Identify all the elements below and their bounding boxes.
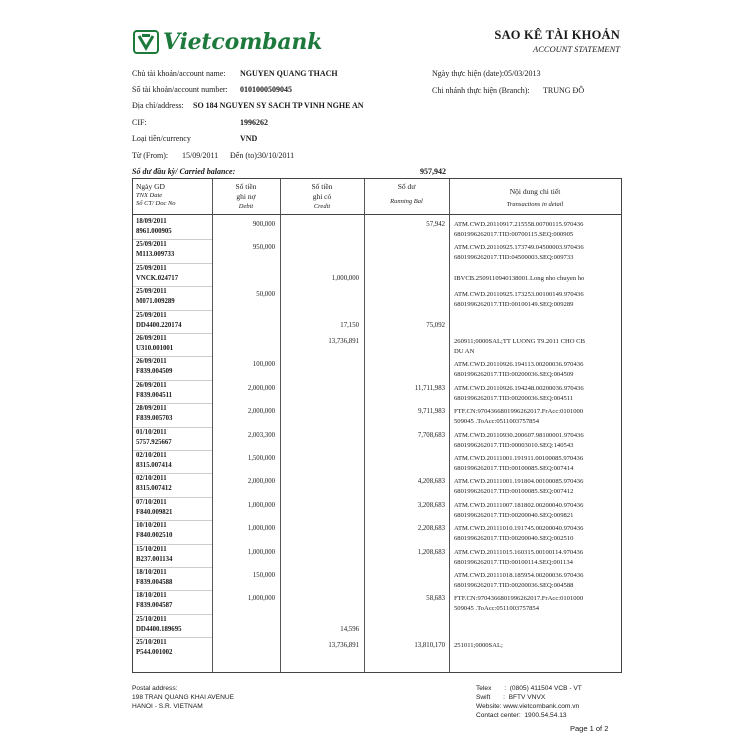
row-debit: 2,000,000	[247, 384, 275, 392]
row-date: 25/09/2011	[136, 264, 167, 272]
row-doc: U310.001001	[136, 345, 174, 352]
row-detail-1: ATM.CWD.20111007.181802.00200040.970436	[454, 501, 584, 509]
row-doc: 8961.000905	[136, 228, 172, 235]
row-detail-1: ATM.CWD.20111010.191745.00200040.970436	[454, 525, 584, 533]
row-doc: M071.009289	[136, 298, 175, 306]
row-detail-2: 509045 .ToAcc:0511003757854	[454, 418, 540, 426]
vietcombank-emblem-icon	[133, 30, 159, 54]
row-debit: 1,000,000	[247, 548, 275, 556]
row-balance: 9,711,983	[418, 408, 445, 416]
row-detail-1: ATM.CWD.20110925.173749.04500003.970436	[454, 244, 584, 252]
row-doc: F839.004509	[136, 368, 173, 376]
contact-center: Contact center: 1900.54.54.13	[476, 712, 567, 719]
row-detail-2: 6801996262017.TID:00200040.SEQ:002510	[454, 535, 574, 543]
date-value: 05/03/2013	[504, 69, 541, 78]
branch-value: TRUNG ĐÔ	[543, 86, 585, 95]
row-date: 28/09/2011	[136, 405, 167, 413]
row-debit: 1,000,000	[247, 525, 275, 533]
website-link[interactable]: Website: www.vietcombank.com.vn	[476, 703, 580, 710]
row-balance: 75,092	[426, 321, 445, 329]
row-date: 25/10/2011	[136, 615, 167, 623]
row-doc: F839.005703	[136, 415, 173, 423]
row-balance: 13,810,170	[414, 642, 445, 650]
row-date: 26/09/2011	[136, 335, 167, 342]
row-doc: F839.004587	[136, 602, 173, 610]
row-doc: DD4400.189695	[136, 625, 182, 633]
row-doc: 8315.007412	[136, 485, 172, 493]
row-doc: DD4400.220174	[136, 321, 182, 329]
row-date: 25/09/2011	[136, 311, 167, 319]
row-detail-1: ATM.CWD.20111018.185954.00200036.970436	[454, 572, 584, 579]
row-date: 07/10/2011	[136, 498, 167, 506]
row-doc: F839.004511	[136, 391, 173, 399]
row-detail-2: 6801996262017.TID:00100114.SEQ:001134	[454, 558, 573, 566]
row-date: 25/09/2011	[136, 288, 167, 296]
row-detail-1: 251011;0000SAL;	[454, 642, 503, 650]
row-balance: 11,711,983	[414, 384, 445, 392]
row-date: 15/10/2011	[136, 545, 167, 553]
row-detail-1: ATM.CWD.20110930.200607.98100001.970436	[454, 431, 584, 439]
row-detail-2: 6801996262017.TID:00100085.SEQ:007414	[454, 465, 574, 472]
currency-value: VND	[240, 134, 258, 143]
from-label: Từ (From):	[132, 151, 169, 160]
cif-label: CIF:	[132, 118, 147, 127]
from-value: 15/09/2011	[182, 151, 219, 160]
to-label: Đến (to):	[230, 151, 260, 160]
row-detail-1: ATM.CWD.20111001.191804.00100085.970436	[454, 478, 584, 486]
row-doc: B237.001134	[136, 555, 173, 563]
row-detail-1: 260911;0000SAL;TT LUONG T9.2011 CHO CB	[454, 338, 585, 345]
row-detail-1: ATM.CWD.20111015.160315.00100114.970436	[454, 548, 584, 556]
row-date: 25/10/2011	[136, 639, 167, 647]
row-credit: 13,736,891	[328, 642, 359, 650]
page-subtitle: ACCOUNT STATEMENT	[533, 44, 620, 54]
row-credit: 17,150	[340, 321, 359, 329]
row-date: 18/10/2011	[136, 592, 167, 600]
row-credit: 13,736,891	[328, 338, 359, 345]
vietcombank-logo	[133, 29, 322, 55]
to-value: 30/10/2011	[258, 151, 295, 160]
telex: Telex : (0805) 411504 VCB - VT	[476, 685, 582, 692]
swift: Swift : BFTV VNVX	[476, 694, 546, 701]
row-date: 02/10/2011	[136, 475, 167, 483]
row-doc: 8315.007414	[136, 462, 172, 469]
statement-title-block	[420, 28, 620, 54]
row-detail-2: 6801996262017.TID:00200036.SEQ:004588	[454, 582, 574, 589]
owner-value: NGUYEN QUANG THACH	[240, 69, 338, 78]
row-detail-1: ATM.CWD.20111001.191911.00100085.970436	[454, 455, 584, 462]
row-debit: 1,000,000	[247, 501, 275, 509]
header-debit: Số tiền ghi nợ Debit	[235, 182, 257, 210]
row-detail-1: ATM.CWD.20110925.173253.00100149.970436	[454, 291, 584, 299]
row-detail-2: DU AN	[454, 348, 475, 355]
row-date: 26/09/2011	[136, 358, 167, 366]
row-doc: M113.009733	[136, 251, 175, 259]
row-balance: 7,708,683	[417, 431, 445, 439]
row-debit: 950,000	[252, 244, 275, 252]
branch-label: Chi nhánh thực hiện (Branch):	[432, 86, 530, 95]
row-doc: F840.002510	[136, 532, 173, 540]
transactions-table	[132, 178, 622, 673]
row-credit: 14,596	[340, 625, 359, 633]
row-date: 26/09/2011	[136, 381, 167, 389]
row-detail-1: ATM.CWD.20110926.194113.00200036.970436	[454, 361, 584, 369]
row-detail-1: ATM.CWD.20110926.194248.00200036.970436	[454, 384, 584, 392]
row-detail-1: ATM.CWD.20110917.215558.00700115.970436	[454, 221, 584, 228]
row-detail-1: IBVCB.2509110940138001.Long nho chuyen ho	[454, 274, 585, 282]
address-value: SO 184 NGUYEN SY SACH TP VINH NGHE AN	[193, 101, 364, 110]
row-detail-2: 6801996262017.TID:00700115.SEQ:000905	[454, 231, 574, 238]
row-date: 18/10/2011	[136, 569, 167, 576]
row-date: 10/10/2011	[136, 522, 167, 530]
row-doc: 5757.925667	[136, 438, 172, 446]
row-detail-2: 6801996262017.TID:00200040.SEQ:009821	[454, 511, 574, 519]
row-debit: 2,003,300	[247, 431, 275, 439]
row-doc: F840.009821	[136, 508, 173, 516]
table-row	[133, 615, 621, 638]
row-date: 01/10/2011	[136, 428, 167, 436]
header-balance: Số dư Running Bal	[390, 182, 423, 205]
row-date: 25/09/2011	[136, 241, 167, 249]
row-detail-2: 6801996262017.TID:04500003.SEQ:009733	[454, 254, 574, 262]
row-debit: 900,000	[252, 221, 275, 228]
row-balance: 2,208,683	[417, 525, 445, 533]
page-title: SAO KÊ TÀI KHOẢN	[494, 28, 620, 42]
owner-label: Chủ tài khoản/account name:	[132, 69, 226, 78]
logo-text: Vietcombank	[163, 29, 323, 55]
carried-balance-label: Số dư đầu kỳ/ Carried balance:	[132, 167, 236, 176]
account-value: 0101000509045	[240, 85, 292, 94]
row-debit: 1,500,000	[247, 455, 275, 462]
row-credit: 1,000,000	[331, 274, 359, 282]
header-credit: Số tiền ghi có Credit	[311, 182, 333, 210]
row-doc: F839.004588	[136, 579, 173, 586]
row-detail-2: 6801996262017.TID:00100149.SEQ:009289	[454, 301, 574, 309]
row-debit: 2,000,000	[247, 408, 275, 416]
row-detail-2: 6801996262017.TID:00200036.SEQ:004511	[454, 394, 574, 402]
row-balance: 1,208,683	[417, 548, 445, 556]
row-debit: 50,000	[256, 291, 275, 299]
date-label: Ngày thực hiện (date):	[432, 69, 505, 78]
page-number: Page 1 of 2	[570, 724, 609, 733]
row-debit: 2,000,000	[247, 478, 275, 486]
row-detail-2: 6801996262017.TID:00200036.SEQ:004509	[454, 371, 574, 379]
row-debit: 100,000	[252, 361, 275, 369]
row-balance: 3,208,683	[417, 501, 445, 509]
row-balance: 57,942	[426, 221, 445, 228]
contact-info	[476, 684, 582, 720]
row-balance: 4,208,683	[417, 478, 445, 486]
carried-balance-value: 957,942	[420, 167, 446, 176]
row-doc: P544.001002	[136, 649, 173, 657]
header-detail: Nội dung chi tiết Transactions in detail	[506, 187, 564, 208]
header-date: Ngày GD TNX Date Số CT/ Doc No	[136, 182, 176, 207]
row-debit: 150,000	[252, 572, 275, 579]
row-detail-1: FTF.CN:9704366801996262017.FrAcc:0101000	[454, 408, 584, 416]
row-balance: 58,683	[426, 595, 445, 603]
account-label: Số tài khoản/account number:	[132, 85, 228, 94]
address-label: Địa chỉ/address:	[132, 101, 184, 110]
cif-value: 1996262	[240, 118, 268, 127]
currency-label: Loại tiền/currency	[132, 134, 191, 143]
row-detail-2: 509045 .ToAcc:0511003757854	[454, 605, 540, 613]
row-doc: VNCK.024717	[136, 274, 179, 282]
row-detail-1: FTF.CN:9704366801996262017.FrAcc:0101000	[454, 595, 584, 603]
row-date: 18/09/2011	[136, 218, 167, 225]
row-detail-2: 6801996262017.TID:00100085.SEQ:007412	[454, 488, 574, 496]
row-debit: 1,000,000	[247, 595, 275, 603]
row-date: 02/10/2011	[136, 452, 167, 459]
postal-address: Postal address: 198 TRAN QUANG KHAI AVENUE HANOI - S.R. VIETNAM	[132, 685, 234, 710]
row-detail-2: 6801996262017.TID:00003010.SEQ:140543	[454, 441, 574, 449]
